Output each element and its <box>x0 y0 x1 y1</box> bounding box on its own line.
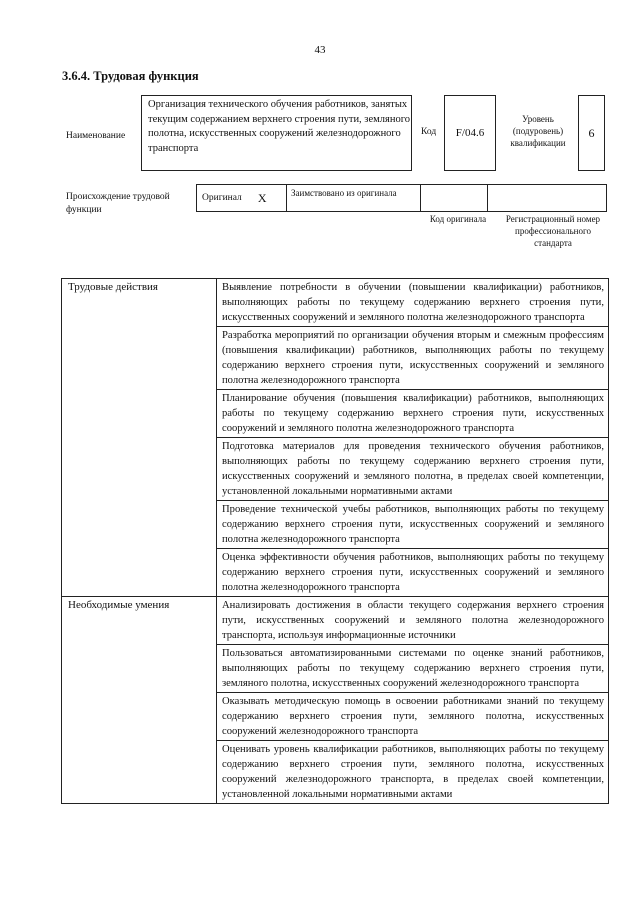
original-code-cell <box>420 184 488 212</box>
row-label: Трудовые действия <box>62 279 217 597</box>
origin-label: Происхождение трудовой функции <box>66 192 170 215</box>
list-item: Оценивать уровень квалификации работников, выполняющих работы по текущему содержанию верхнего строения пути, земляного полотна, искусственных сооружений железнодорожного транспорта, в пределах своей компетенции, установленной локальными нормативными актами <box>217 740 608 803</box>
borrowed-cell: Заимствовано из оригинала <box>286 184 421 212</box>
original-code-caption: Код оригинала <box>429 214 487 224</box>
origin-row <box>197 184 607 212</box>
name-label: Наименование <box>66 131 126 141</box>
code-label: Код <box>421 127 437 137</box>
section-title: 3.6.4. Трудовая функция <box>62 69 199 83</box>
registration-number-cell <box>487 184 607 212</box>
original-cell <box>196 184 287 212</box>
list-item: Проведение технической учебы работников, выполняющих работы по текущему содержанию верхнего строения пути, искусственных сооружений и земляного полотна железнодорожного транспорта <box>217 500 608 548</box>
list-item: Разработка мероприятий по организации обучения вторым и смежным профессиям (повышения квалификации) работников, выполняющих работы по текущему содержанию верхнего строения пути, искусственных сооружений и земляного полотна железнодорожного транспорта <box>217 326 608 389</box>
level-value: 6 <box>578 95 605 171</box>
row-items <box>217 279 609 597</box>
code-value: F/04.6 <box>444 95 496 171</box>
level-label: Уровень (подуровень) квалификации <box>510 114 566 148</box>
list-item: Пользоваться автоматизированными системами по оценке знаний работников, выполняющих работы по текущему содержанию верхнего строения пути, земляного полотна, искусственных сооружений железнодорожного транспорта <box>217 644 608 692</box>
registration-number-caption: Регистрационный номер профессионального стандарта <box>505 214 601 248</box>
original-mark: X <box>257 190 267 205</box>
list-item: Планирование обучения (повышения квалификации) работников, выполняющих работы по текущему содержанию верхнего строения пути, искусственных сооружений и земляного полотна железнодорожного транспорта <box>217 389 608 437</box>
function-table <box>61 278 609 804</box>
page-number: 43 <box>314 44 326 56</box>
original-label: Оригинал <box>202 193 242 203</box>
table-row <box>62 597 609 804</box>
function-name-value: Организация технического обучения работников, занятых текущим содержанием верхнего строения пути, земляного полотна, искусственных сооружений железнодорожного транспорта <box>141 95 412 171</box>
list-item: Подготовка материалов для проведения технического обучения работников, выполняющих работы по текущему содержанию верхнего строения пути, искусственных сооружений и земляного полотна, в пределах своей компетенции, установленной локальными нормативными актами <box>217 437 608 500</box>
row-label: Необходимые умения <box>62 597 217 804</box>
list-item: Анализировать достижения в области текущего содержания верхнего строения пути, искусственных сооружений и земляного полотна железнодорожного транспорта, используя информационные источники <box>222 600 604 641</box>
table-row <box>62 279 609 597</box>
list-item: Оказывать методическую помощь в освоении работниками знаний по текущему содержанию верхнего строения пути, земляного полотна, искусственных сооружений железнодорожного транспорта <box>217 692 608 740</box>
row-items <box>217 597 609 804</box>
list-item: Оценка эффективности обучения работников, выполняющих работы по текущему содержанию верхнего строения пути, искусственных сооружений и земляного полотна железнодорожного транспорта <box>217 548 608 596</box>
list-item: Выявление потребности в обучении (повышении квалификации) работников, выполняющих работы по текущему содержанию верхнего строения пути, искусственных сооружений и земляного полотна железнодорожного транспорта <box>222 282 604 323</box>
